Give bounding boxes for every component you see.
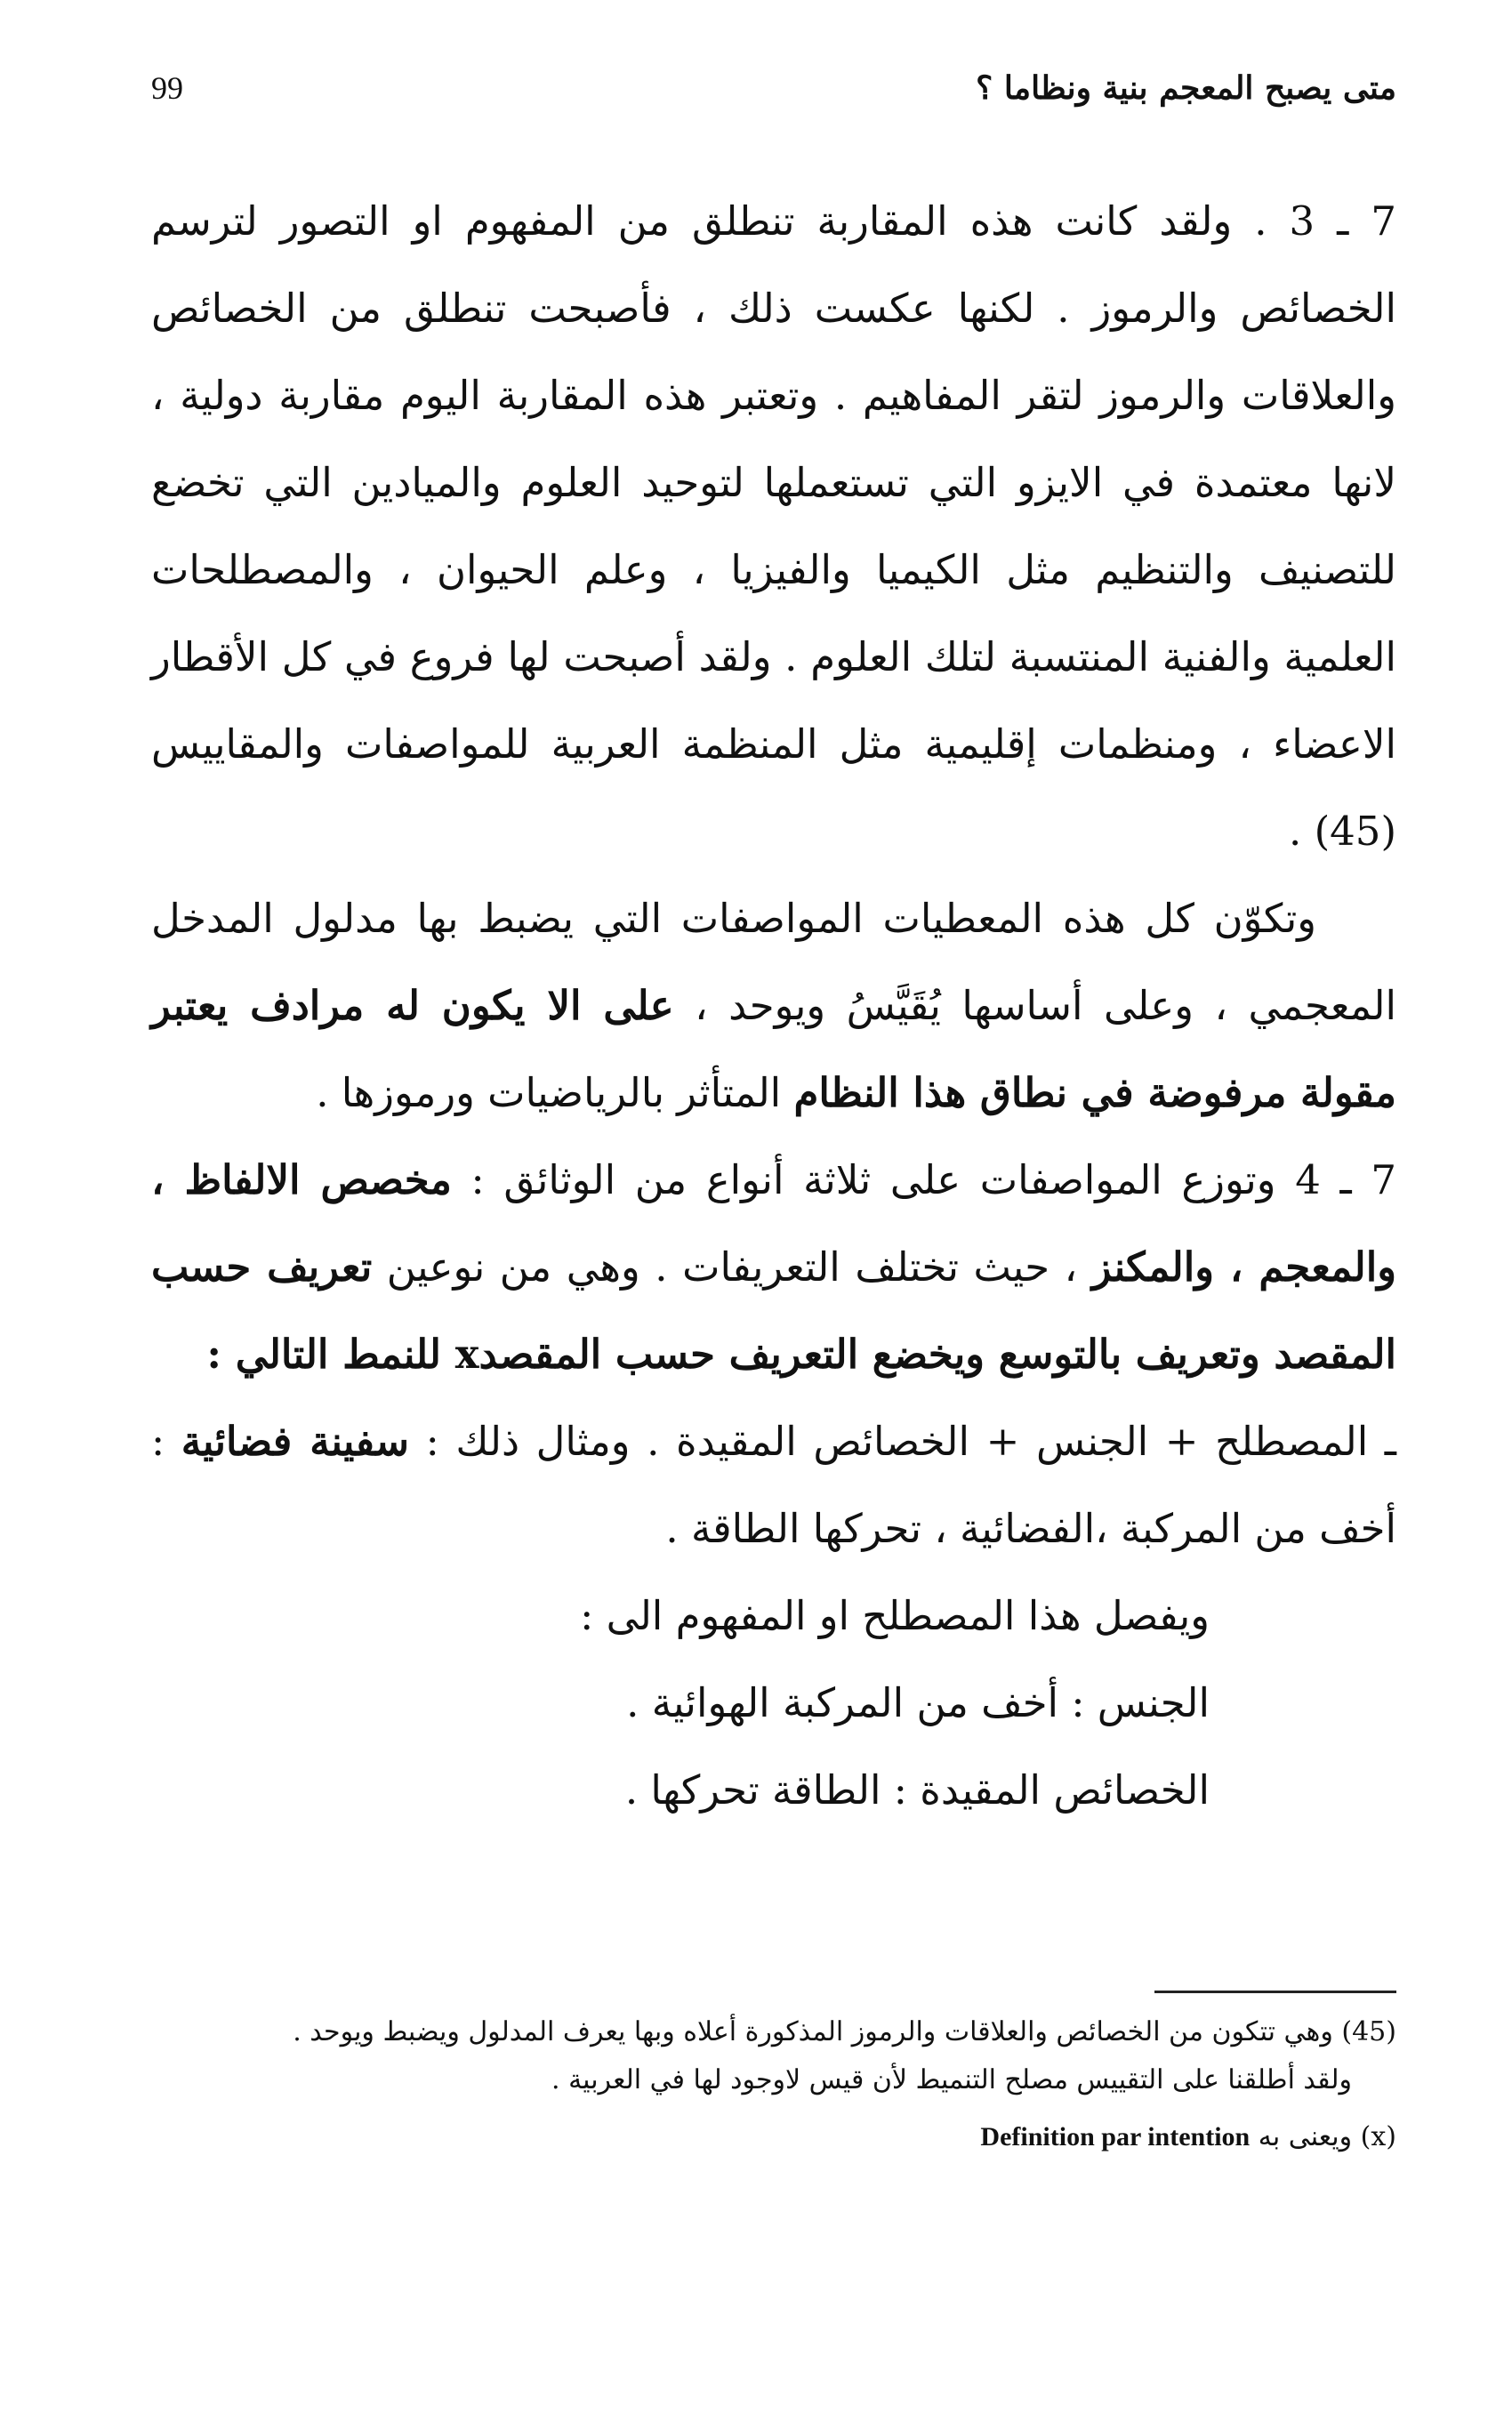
running-title: متى يصبح المعجم بنية ونظاما ؟ [976,69,1396,107]
paragraph-genus: الجنس : أخف من المركبة الهوائية . [626,1679,1210,1726]
footnote-divider [1154,1991,1396,1993]
paragraph-formula-example: سفينة فضائية [181,1418,409,1465]
footnote-45: (45) وهي تتكون من الخصائص والعلاقات والرموز المذكورة أعلاه وبها يعرف المدلول ويضبط ويوحد . [293,2016,1396,2047]
paragraph-7-4-mid: ، حيث تختلف التعريفات . وهي من نوعين [372,1243,1092,1291]
footnote-x-arabic: (x) ويعنى به [1258,2121,1396,2152]
paragraph-7-4 [151,1137,1396,1398]
paragraph-7-4-text: 7 ـ 4 وتوزع المواصفات على ثلاثة أنواع من الوثائق : [451,1156,1397,1203]
paragraph-specifications-text: وتكوّن كل هذه المعطيات المواصفات التي يضبط بها مدلول المدخل المعجمي ، وعلى أساسها يُقَيَّسُ ويوحد ، [151,895,1396,1029]
paragraph-specifications-tail: المتأثر بالرياضيات ورموزها . [316,1069,794,1116]
footnote-x [151,2113,1396,2161]
body-text [151,178,1396,1834]
paragraph-formula-tail: : أخف من المركبة ،الفضائية ، تحركها الطاقة . [151,1418,1396,1552]
page-number: 99 [151,70,183,106]
paragraph-breakdown: ويفصل هذا المصطلح او المفهوم الى : [580,1592,1210,1639]
paragraph-7-4-document-types: مخصص الالفاظ ، والمعجم ، والمكنز [151,1156,1396,1291]
paragraph-formula [151,1398,1396,1572]
paragraph-7-3: 7 ـ 3 . ولقد كانت هذه المقاربة تنطلق من المفهوم او التصور لترسم الخصائص والرموز . لكنها عكست ذلك ، فأصبحت تنطلق من الخصائص والعلاقات والرموز لتقر المفاهيم . وتعتبر هذه المقاربة اليوم مقاربة دولية ، لانها معتمدة في الايزو التي تستعملها لتوحيد العلوم والميادين التي تخضع للتصنيف والتنظيم مثل الكيميا والفيزيا ، وعلم الحيوان ، والمصطلحات العلمية والفنية المنتسبة لتلك العلوم . ولقد أصبحت لها فروع في كل الأقطار الاعضاء ، ومنظمات إقليمية مثل المنظمة العربية للمواصفات والمقاييس (45) . [151,197,1396,855]
footnote-45-continued: ولقد أطلقنا على التقييس مصلح التنميط لأن قيس لاوجود لها في العربية . [551,2064,1352,2095]
paragraph-specifications [151,875,1396,1137]
footnote-x-latin: Definition par intention [980,2122,1251,2152]
page-header [151,69,1396,123]
footnotes [151,2008,1396,2161]
paragraph-formula-text: ـ المصطلح + الجنس + الخصائص المقيدة . ومثال ذلك : [408,1418,1396,1465]
paragraph-restricting-features: الخصائص المقيدة : الطاقة تحركها . [624,1766,1210,1814]
paragraph-specifications-emphasis: على الا يكون له مرادف يعتبر مقولة مرفوضة في نطاق هذا النظام [151,982,1396,1116]
paragraph-7-4-definition-types: تعريف حسب المقصد وتعريف بالتوسع ويخضع التعريف حسب المقصدx للنمط التالي : [151,1243,1396,1378]
